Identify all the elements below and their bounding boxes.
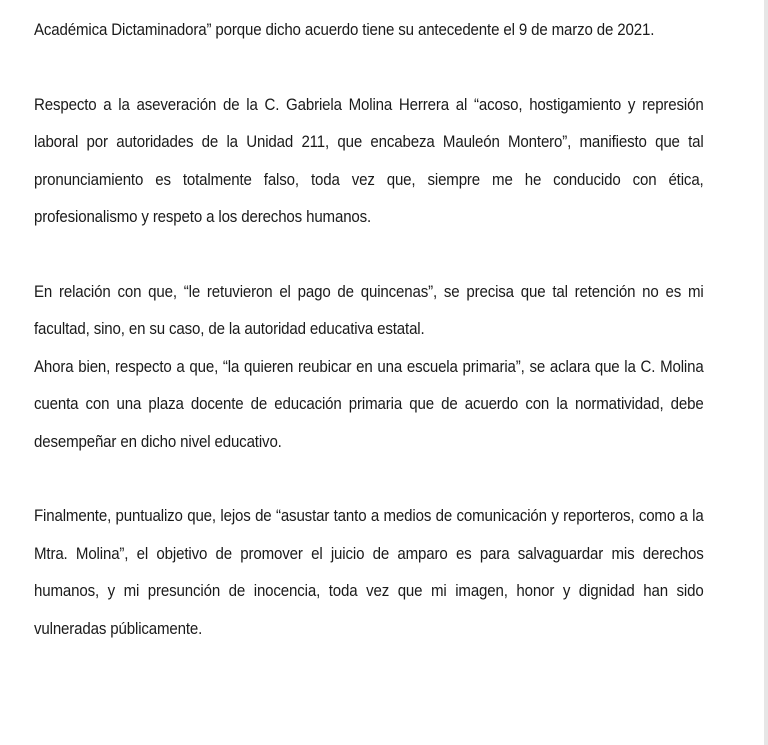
paragraph-quincenas: En relación con que, “le retuvieron el pago de quincenas”, se precisa que tal retención no es mi facultad, sino, en su caso, de la autoridad educativa estatal. [34,282,704,338]
page-edge-divider [764,0,768,745]
paragraph-reubicar: Ahora bien, respecto a que, “la quieren reubicar en una escuela primaria”, se aclara que la C. Molina cuenta con una plaza docente de educación primaria que de acuerdo con la normatividad, debe desempeñar en dicho nivel educativo. [34,357,704,451]
paragraph-gap [34,461,706,498]
paragraph-acoso: Respecto a la aseveración de la C. Gabriela Molina Herrera al “acoso, hostigamiento y represión laboral por autoridades de la Unidad 211, que encabeza Mauleón Montero”, manifiesto que tal pronunciamiento es totalmente falso, toda vez que, siempre me he conducido con ética, profesionalismo y respeto a los derechos humanos. [34,95,704,226]
paragraph-gap [34,237,706,274]
paragraph-gap [34,50,706,87]
paragraph-dictamen: Académica Dictaminadora” porque dicho acuerdo tiene su antecedente el 9 de marzo de 2021. [34,21,655,39]
paragraph-finalmente: Finalmente, puntualizo que, lejos de “asustar tanto a medios de comunicación y reporteros, como a la Mtra. Molina”, el objetivo de promover el juicio de amparo es para salvaguardar mis derechos humanos, y mi presunción de inocencia, toda vez que mi imagen, honor y dignidad han sido vulneradas públicamente. [34,507,704,638]
